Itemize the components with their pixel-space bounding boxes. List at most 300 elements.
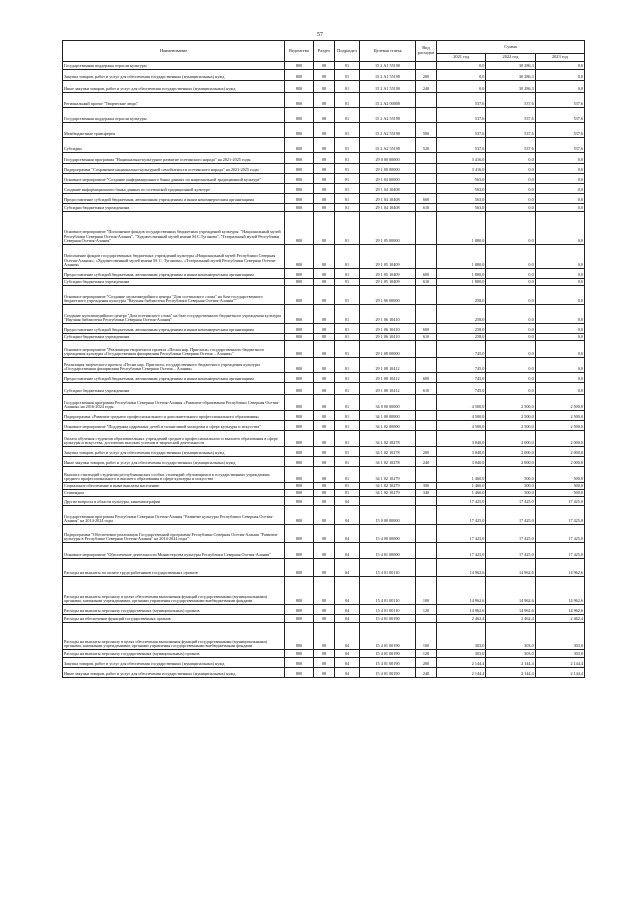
row-cs: 29 1 04 10408 <box>360 194 416 204</box>
row-prz: 01 <box>335 269 360 279</box>
row-prz: 01 <box>335 324 360 334</box>
row-2022: 2 144,4 <box>486 668 535 678</box>
row-rz: 08 <box>314 93 335 108</box>
row-vr: 600 <box>416 194 437 204</box>
row-prz: 01 <box>335 457 360 467</box>
row-vr: 200 <box>416 658 437 668</box>
row-2021: 745,0 <box>437 373 486 383</box>
row-2023: 500,0 <box>535 467 584 483</box>
row-2022: 14 962,6 <box>486 577 535 605</box>
row-vr: 120 <box>416 605 437 615</box>
row-2021: 303,0 <box>437 623 486 650</box>
row-cs: 29 1 06 10410 <box>360 324 416 334</box>
table-row <box>63 383 585 395</box>
row-cs: 29 1 04 10408 <box>360 204 416 212</box>
row-2023: 0,0 <box>535 373 584 383</box>
table-body <box>63 62 585 678</box>
header-cs: Целевая статья <box>360 41 416 62</box>
row-cs: 15 2 А2 55190 <box>360 138 416 153</box>
row-2021: 563,0 <box>437 184 486 194</box>
row-2023: 0,0 <box>535 324 584 334</box>
row-vr <box>416 62 437 70</box>
row-2022: 17 425,0 <box>486 525 535 543</box>
row-cs: 15 2 А1 55190 <box>360 81 416 93</box>
row-2021: 2 462,4 <box>437 615 486 623</box>
row-vr: 240 <box>416 81 437 93</box>
row-2021: 14 962,6 <box>437 559 486 577</box>
row-name: Оплата обучения студентов образовательных учреждений среднего профессионального и высшего образования в сфере культуры и искусства, достигших высоких успехов в творческой деятельности <box>63 431 285 447</box>
row-2023: 303,0 <box>535 650 584 658</box>
row-ved: 800 <box>285 184 314 194</box>
row-ved: 800 <box>285 421 314 431</box>
row-2023: 2 144,4 <box>535 658 584 668</box>
row-ved: 800 <box>285 650 314 658</box>
row-ved: 800 <box>285 373 314 383</box>
table-row <box>63 543 585 559</box>
row-name: Создание информационного банка данных по осетинской традиционной культуре <box>63 184 285 194</box>
row-cs: 34 1 02 10279 <box>360 490 416 497</box>
header-2022: 2022 год <box>486 54 535 62</box>
row-vr: 240 <box>416 457 437 467</box>
row-vr <box>416 395 437 411</box>
row-name: Расходы на выплаты персоналу государственных (муниципальных) органов <box>63 650 285 658</box>
row-name: Реализация творческого проекта «Песни нар. Пригласи» государственного бюджетного учреждения культуры «Государственная филармония Республики Северная Осетия – Алания» <box>63 358 285 373</box>
row-2021: 17 425,0 <box>437 525 486 543</box>
row-name: Выплата стипендий студентам республиканских особых стипендий обучающимся в государственных учреждениях среднего профессионального и высшего образования в сфере культуры и искусства <box>63 467 285 483</box>
row-2022: 537,6 <box>486 108 535 123</box>
row-name: Государственная программа Республики Северная Осетия-Алания "Развитие культуры Республики Северная Осетия-Алания" на 2014-2024 годы <box>63 506 285 525</box>
row-2023: 17 425,0 <box>535 543 584 559</box>
row-prz: 01 <box>335 305 360 324</box>
row-2021: 14 962,6 <box>437 577 486 605</box>
row-name: Расходы на выплаты персоналу государственных (муниципальных) органов <box>63 605 285 615</box>
row-name: Государственная поддержка отрасли культуры <box>63 62 285 70</box>
row-2021: 0,0 <box>437 81 486 93</box>
row-vr <box>416 305 437 324</box>
row-2022: 537,6 <box>486 138 535 153</box>
row-ved: 800 <box>285 123 314 138</box>
header-sum: Сумма <box>437 41 585 54</box>
row-ved: 800 <box>285 305 314 324</box>
page-number: 57 <box>317 32 323 38</box>
row-rz: 08 <box>314 305 335 324</box>
row-2023: 0,0 <box>535 194 584 204</box>
row-prz: 01 <box>335 490 360 497</box>
row-ved: 800 <box>285 577 314 605</box>
table-row <box>63 447 585 457</box>
row-2023: 0,0 <box>535 184 584 194</box>
row-ved: 800 <box>285 411 314 421</box>
row-rz: 08 <box>314 411 335 421</box>
row-2021: 745,0 <box>437 383 486 395</box>
row-2022: 0,0 <box>486 194 535 204</box>
row-ved: 800 <box>285 457 314 467</box>
row-2022: 17 425,0 <box>486 506 535 525</box>
row-prz: 04 <box>335 559 360 577</box>
row-vr <box>416 421 437 431</box>
header-name: Наименование <box>63 41 285 62</box>
row-name: Социальное обеспечение и иные выплаты населению <box>63 483 285 490</box>
row-ved: 800 <box>285 395 314 411</box>
row-prz: 04 <box>335 650 360 658</box>
row-name: Закупка товаров, работ и услуг для обеспечения государственных (муниципальных) нужд <box>63 70 285 81</box>
row-vr: 300 <box>416 483 437 490</box>
row-ved: 800 <box>285 269 314 279</box>
row-2022: 2 000,0 <box>486 447 535 457</box>
row-ved: 800 <box>285 194 314 204</box>
row-2023: 0,0 <box>535 174 584 184</box>
row-cs: 15 4 01 00190 <box>360 668 416 678</box>
row-ved: 800 <box>285 174 314 184</box>
row-prz: 01 <box>335 153 360 164</box>
row-2021: 537,6 <box>437 138 486 153</box>
row-name: Закупка товаров, работ и услуг для обеспечения государственных (муниципальных) нужд <box>63 447 285 457</box>
table-row <box>63 70 585 81</box>
row-prz: 01 <box>335 138 360 153</box>
row-cs: 29 1 05 10409 <box>360 245 416 269</box>
row-prz: 01 <box>335 447 360 457</box>
row-vr <box>416 411 437 421</box>
row-prz: 01 <box>335 421 360 431</box>
row-vr <box>416 164 437 174</box>
table-row <box>63 334 585 341</box>
row-2023: 2 500,0 <box>535 395 584 411</box>
row-vr <box>416 341 437 358</box>
row-vr: 610 <box>416 383 437 395</box>
row-rz: 08 <box>314 204 335 212</box>
table-row <box>63 577 585 605</box>
row-ved: 800 <box>285 615 314 623</box>
row-2023: 537,6 <box>535 123 584 138</box>
table-row <box>63 93 585 108</box>
table-row <box>63 668 585 678</box>
table-row <box>63 373 585 383</box>
row-2023: 500,0 <box>535 483 584 490</box>
row-cs: 15 4 01 00190 <box>360 623 416 650</box>
row-rz: 08 <box>314 650 335 658</box>
row-2022: 2 000,0 <box>486 431 535 447</box>
row-prz: 01 <box>335 431 360 447</box>
row-prz: 01 <box>335 286 360 305</box>
table-row <box>63 421 585 431</box>
row-2022: 0,0 <box>486 286 535 305</box>
row-2023: 0,0 <box>535 153 584 164</box>
budget-table <box>62 40 585 678</box>
row-vr: 100 <box>416 623 437 650</box>
table-row <box>63 457 585 467</box>
row-2023: 0,0 <box>535 70 584 81</box>
row-ved: 800 <box>285 431 314 447</box>
row-rz: 08 <box>314 497 335 506</box>
row-ved: 800 <box>285 212 314 245</box>
row-vr: 500 <box>416 123 437 138</box>
row-ved: 800 <box>285 358 314 373</box>
row-name: Пополнение фондов государственных бюджетных учреждений культуры «Национальный музей Республики Северная Осетия-Алания», «Художественный музей имени М. С. Туганова», «Театральный музей Республики Северная Осетия-Алания» <box>63 245 285 269</box>
row-2023: 0,0 <box>535 286 584 305</box>
row-prz: 01 <box>335 81 360 93</box>
row-prz: 04 <box>335 615 360 623</box>
table-row <box>63 204 585 212</box>
row-prz: 01 <box>335 334 360 341</box>
row-vr: 520 <box>416 138 437 153</box>
row-prz: 01 <box>335 483 360 490</box>
row-cs: 15 4 01 00190 <box>360 650 416 658</box>
row-2022: 0,0 <box>486 204 535 212</box>
row-rz: 08 <box>314 467 335 483</box>
row-rz: 08 <box>314 383 335 395</box>
row-name: Субсидии бюджетным учреждениям <box>63 204 285 212</box>
row-ved: 800 <box>285 447 314 457</box>
row-prz: 04 <box>335 506 360 525</box>
row-prz: 01 <box>335 123 360 138</box>
row-vr: 340 <box>416 490 437 497</box>
row-cs: 29 1 06 00000 <box>360 286 416 305</box>
row-2021: 1 460,0 <box>437 483 486 490</box>
row-vr: 120 <box>416 650 437 658</box>
row-2023: 537,6 <box>535 138 584 153</box>
row-2021: 563,0 <box>437 204 486 212</box>
row-2023: 14 962,6 <box>535 605 584 615</box>
row-prz: 01 <box>335 204 360 212</box>
row-2021: 537,6 <box>437 93 486 108</box>
row-2021: 1 800,0 <box>437 269 486 279</box>
row-ved: 800 <box>285 81 314 93</box>
row-cs: 29 1 06 10410 <box>360 334 416 341</box>
row-2021: 2 144,4 <box>437 658 486 668</box>
row-name: Расходы на выплаты по оплате труда работников государственных органов <box>63 559 285 577</box>
table-header <box>63 41 585 62</box>
row-rz: 08 <box>314 490 335 497</box>
row-cs: 34 1 02 00000 <box>360 421 416 431</box>
row-name: Иные закупки товаров, работ и услуг для обеспечения государственных (муниципальных) нужд <box>63 81 285 93</box>
row-ved: 800 <box>285 153 314 164</box>
row-vr: 600 <box>416 269 437 279</box>
row-ved: 800 <box>285 383 314 395</box>
row-ved: 800 <box>285 525 314 543</box>
row-vr <box>416 358 437 373</box>
row-cs: 29 1 04 10408 <box>360 184 416 194</box>
row-2021: 0,0 <box>437 70 486 81</box>
table-row <box>63 650 585 658</box>
row-2022: 17 425,0 <box>486 497 535 506</box>
row-name: Субсидии <box>63 138 285 153</box>
table-row <box>63 164 585 174</box>
row-prz: 04 <box>335 623 360 650</box>
row-vr <box>416 212 437 245</box>
row-2022: 30 286,3 <box>486 81 535 93</box>
row-cs: 34 1 02 10279 <box>360 483 416 490</box>
row-vr: 200 <box>416 70 437 81</box>
row-cs: 15 2 А2 55190 <box>360 123 416 138</box>
row-cs: 15 0 00 00000 <box>360 506 416 525</box>
row-2021: 537,6 <box>437 123 486 138</box>
row-vr <box>416 467 437 483</box>
row-2022: 0,0 <box>486 334 535 341</box>
row-rz: 08 <box>314 334 335 341</box>
row-2022: 2 462,4 <box>486 615 535 623</box>
row-cs <box>360 497 416 506</box>
row-2021: 3 040,0 <box>437 431 486 447</box>
row-rz: 08 <box>314 194 335 204</box>
row-rz: 08 <box>314 269 335 279</box>
row-rz: 08 <box>314 62 335 70</box>
row-rz: 08 <box>314 421 335 431</box>
table-row <box>63 138 585 153</box>
table-row <box>63 559 585 577</box>
row-rz: 08 <box>314 184 335 194</box>
row-cs: 15 4 01 00000 <box>360 543 416 559</box>
row-rz: 08 <box>314 324 335 334</box>
row-2021: 1 800,0 <box>437 279 486 286</box>
row-2023: 537,6 <box>535 93 584 108</box>
row-vr: 200 <box>416 447 437 457</box>
row-name: Субсидии бюджетным учреждениям <box>63 383 285 395</box>
row-2023: 2 000,0 <box>535 457 584 467</box>
row-2021: 258,0 <box>437 334 486 341</box>
row-2022: 0,0 <box>486 324 535 334</box>
table-row <box>63 395 585 411</box>
row-2022: 0,0 <box>486 212 535 245</box>
row-vr <box>416 108 437 123</box>
row-2023: 0,0 <box>535 334 584 341</box>
row-cs: 29 1 05 10409 <box>360 269 416 279</box>
row-2021: 2 144,4 <box>437 668 486 678</box>
row-rz: 08 <box>314 153 335 164</box>
row-prz: 01 <box>335 395 360 411</box>
row-2023: 0,0 <box>535 62 584 70</box>
row-2021: 4 500,0 <box>437 395 486 411</box>
row-rz: 08 <box>314 543 335 559</box>
row-2023: 0,0 <box>535 279 584 286</box>
row-cs: 15 4 01 00110 <box>360 577 416 605</box>
row-prz: 01 <box>335 184 360 194</box>
row-cs: 15 4 01 00190 <box>360 658 416 668</box>
row-2022: 0,0 <box>486 174 535 184</box>
row-ved: 800 <box>285 164 314 174</box>
row-vr: 240 <box>416 668 437 678</box>
row-2022: 303,0 <box>486 623 535 650</box>
row-rz: 08 <box>314 559 335 577</box>
table-row <box>63 324 585 334</box>
row-2022: 0,0 <box>486 279 535 286</box>
row-vr: 600 <box>416 373 437 383</box>
row-2022: 2 000,0 <box>486 457 535 467</box>
row-rz: 08 <box>314 212 335 245</box>
row-cs: 34 0 00 00000 <box>360 395 416 411</box>
row-rz: 08 <box>314 605 335 615</box>
row-prz: 01 <box>335 467 360 483</box>
row-name: Расходы на выплаты персоналу в целях обеспечения выполнения функций государственными (муниципальными) органами, казенными учреждениями, органами управления государственными внебюджетными фондами <box>63 577 285 605</box>
row-prz: 01 <box>335 164 360 174</box>
row-ved: 800 <box>285 279 314 286</box>
row-2023: 537,6 <box>535 108 584 123</box>
row-name: Государственная программа "Национально-культурное развитие осетинского народа" на 2021-2025 годы <box>63 153 285 164</box>
table-row <box>63 62 585 70</box>
row-cs: 29 1 00 00000 <box>360 164 416 174</box>
row-ved: 800 <box>285 204 314 212</box>
row-rz: 08 <box>314 615 335 623</box>
row-name: Предоставление субсидий бюджетным, автономным учреждениям и иным некоммерческим организациям <box>63 373 285 383</box>
row-rz: 08 <box>314 279 335 286</box>
row-2023: 0,0 <box>535 245 584 269</box>
row-2023: 0,0 <box>535 164 584 174</box>
row-cs: 29 1 08 10412 <box>360 373 416 383</box>
table-row <box>63 615 585 623</box>
table-row <box>63 212 585 245</box>
row-prz: 01 <box>335 108 360 123</box>
row-rz: 08 <box>314 431 335 447</box>
row-2022: 0,0 <box>486 269 535 279</box>
row-cs: 29 1 05 00000 <box>360 212 416 245</box>
row-2023: 17 425,0 <box>535 506 584 525</box>
row-cs: 29 1 05 10409 <box>360 279 416 286</box>
row-ved: 800 <box>285 324 314 334</box>
row-ved: 800 <box>285 559 314 577</box>
row-vr <box>416 525 437 543</box>
row-rz: 08 <box>314 138 335 153</box>
row-2021: 1 800,0 <box>437 245 486 269</box>
row-vr <box>416 559 437 577</box>
row-rz: 08 <box>314 108 335 123</box>
row-ved: 800 <box>285 108 314 123</box>
row-2022: 500,0 <box>486 483 535 490</box>
table-row <box>63 305 585 324</box>
row-rz: 08 <box>314 395 335 411</box>
table-row <box>63 341 585 358</box>
table-row <box>63 358 585 373</box>
row-2021: 3 040,0 <box>437 447 486 457</box>
row-ved: 800 <box>285 506 314 525</box>
row-2022: 500,0 <box>486 467 535 483</box>
row-prz: 01 <box>335 411 360 421</box>
row-prz: 04 <box>335 497 360 506</box>
row-2023: 2 500,0 <box>535 411 584 421</box>
row-2022: 2 500,0 <box>486 395 535 411</box>
row-cs: 15 2 А2 55190 <box>360 108 416 123</box>
row-rz: 08 <box>314 70 335 81</box>
row-name: Создание мультимедийного центра "Дом осетинского слова" на базе государственного бюджетного учреждения культуры "Научная библиотека Республики Северная Осетия-Алания" <box>63 305 285 324</box>
row-prz: 04 <box>335 543 360 559</box>
row-vr: 600 <box>416 324 437 334</box>
row-cs: 15 2 А2 00000 <box>360 93 416 108</box>
row-rz: 08 <box>314 668 335 678</box>
row-2022: 0,0 <box>486 184 535 194</box>
row-2023: 0,0 <box>535 383 584 395</box>
row-rz: 08 <box>314 447 335 457</box>
row-name: Субсидии бюджетным учреждениям <box>63 279 285 286</box>
table-row <box>63 411 585 421</box>
row-name: Подпрограмма "Сохранение национально-культурной самобытности осетинского народа" на 2021-2025 годы <box>63 164 285 174</box>
row-name: Основное мероприятие "Обеспечение деятельности Министерства культуры Республики Северная Осетия-Алания" <box>63 543 285 559</box>
row-name: Закупка товаров, работ и услуг для обеспечения государственных (муниципальных) нужд <box>63 658 285 668</box>
header-ved: Ведомство <box>285 41 314 62</box>
row-ved: 800 <box>285 605 314 615</box>
row-2022: 0,0 <box>486 153 535 164</box>
row-2022: 14 962,6 <box>486 605 535 615</box>
row-name: Предоставление субсидий бюджетным, автономным учреждениям и иным некоммерческим организациям <box>63 194 285 204</box>
row-name: Предоставление субсидий бюджетным, автономным учреждениям и иным некоммерческим организациям <box>63 324 285 334</box>
header-prz: Подраздел <box>335 41 360 62</box>
row-prz: 04 <box>335 668 360 678</box>
row-ved: 800 <box>285 245 314 269</box>
row-rz: 08 <box>314 483 335 490</box>
row-prz: 04 <box>335 605 360 615</box>
row-2021: 563,0 <box>437 174 486 184</box>
row-prz: 04 <box>335 658 360 668</box>
table-row <box>63 245 585 269</box>
row-2023: 0,0 <box>535 81 584 93</box>
row-name: Подпрограмма "Обеспечение реализации Государственной программы Республики Северная Осетия-Алания "Развитие культуры в Республике Северная Осетия-Алания" на 2014-2024 годы" <box>63 525 285 543</box>
